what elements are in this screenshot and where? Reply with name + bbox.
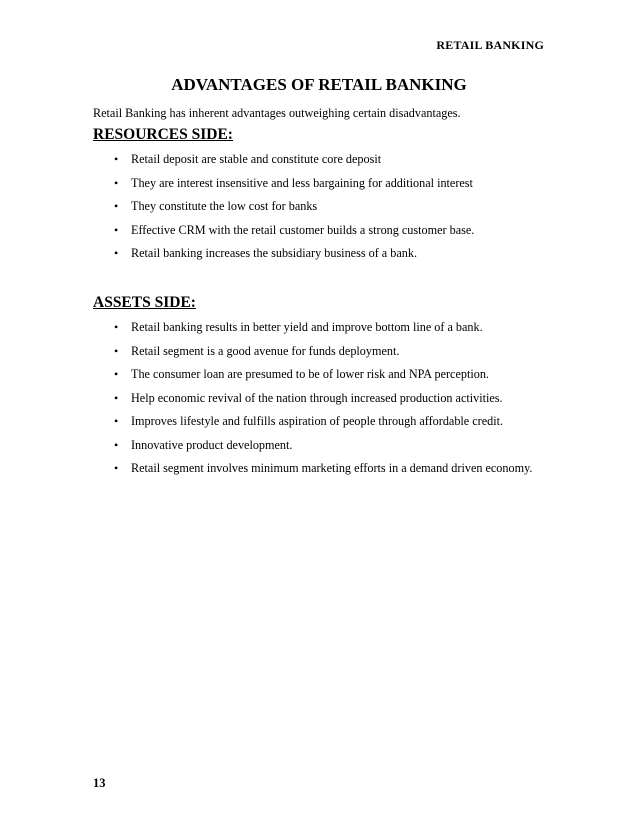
list-item: [93, 412, 545, 430]
resources-side-heading: RESOURCES SIDE:: [93, 126, 233, 143]
resources-side-list: [93, 150, 545, 268]
list-item-text: Retail banking results in better yield and improve bottom line of a bank.: [131, 320, 483, 334]
list-item: [93, 342, 545, 360]
page-number: 13: [93, 776, 106, 790]
page-title-text: ADVANTAGES OF RETAIL BANKING: [171, 75, 467, 94]
list-item-text: Help economic revival of the nation through increased production activities.: [131, 390, 503, 405]
bullet-icon: •: [114, 175, 119, 190]
page-title: [0, 75, 638, 95]
list-item: [93, 150, 545, 168]
bullet-icon: •: [114, 246, 119, 260]
list-item: [93, 244, 545, 262]
list-item-text: They constitute the low cost for banks: [131, 199, 318, 213]
bullet-icon: •: [114, 414, 119, 428]
bullet-icon: •: [114, 367, 119, 381]
intro-paragraph: Retail Banking has inherent advantages outweighing certain disadvantages.: [93, 106, 461, 120]
assets-side-list: [93, 318, 545, 486]
list-item-text: Retail banking increases the subsidiary business of a bank.: [131, 246, 418, 260]
list-item: [93, 389, 545, 407]
bullet-icon: •: [114, 437, 119, 452]
bullet-icon: •: [114, 390, 119, 405]
bullet-icon: •: [114, 461, 119, 475]
list-item: [93, 318, 545, 336]
list-item-text: Effective CRM with the retail customer builds a strong customer base.: [131, 222, 475, 237]
list-item-text: Retail segment is a good avenue for funds deployment.: [131, 343, 400, 358]
list-item-text: Retail deposit are stable and constitute core deposit: [131, 152, 382, 166]
list-item: [93, 436, 545, 454]
bullet-icon: •: [114, 222, 119, 237]
bullet-icon: •: [114, 343, 119, 358]
list-item: [93, 197, 545, 215]
assets-side-heading: ASSETS SIDE:: [93, 294, 196, 311]
list-item: [93, 174, 545, 192]
bullet-icon: •: [114, 320, 119, 334]
list-item-text: The consumer loan are presumed to be of lower risk and NPA perception.: [131, 367, 489, 381]
bullet-icon: •: [114, 199, 119, 213]
list-item-text: Retail segment involves minimum marketing efforts in a demand driven economy.: [131, 461, 533, 475]
list-item-text: Improves lifestyle and fulfills aspiration of people through affordable credit.: [131, 414, 504, 428]
running-header: RETAIL BANKING: [436, 38, 544, 52]
list-item-text: They are interest insensitive and less bargaining for additional interest: [131, 175, 473, 190]
list-item-text: Innovative product development.: [131, 437, 293, 452]
list-item: [93, 456, 545, 480]
bullet-icon: •: [114, 152, 119, 166]
list-item: [93, 221, 545, 239]
list-item: [93, 365, 545, 383]
